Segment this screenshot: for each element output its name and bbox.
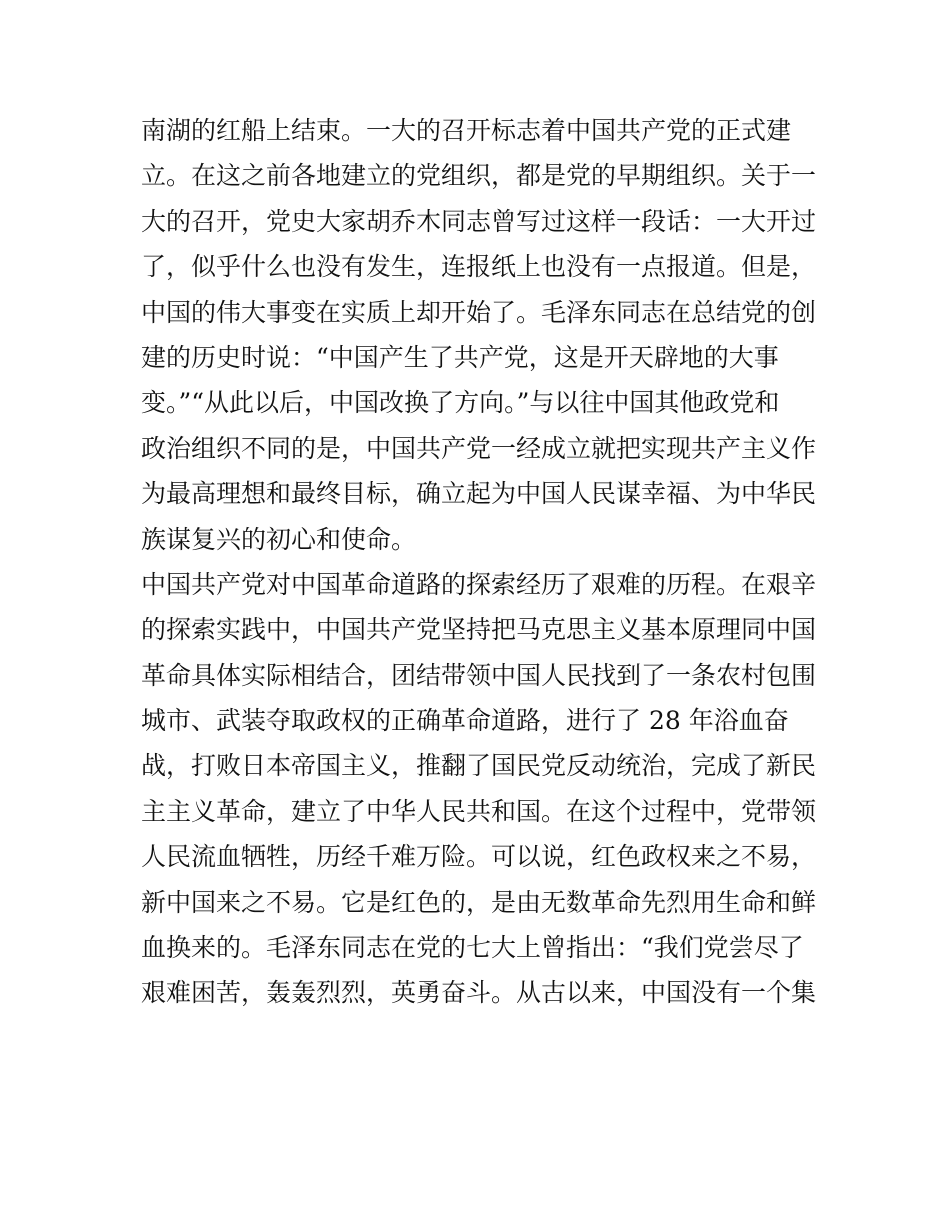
text-line: 主主义革命，建立了中华人民共和国。在这个过程中，党带领	[141, 796, 817, 826]
text-line: 建的历史时说：“中国产生了共产党，这是开天辟地的大事	[141, 342, 779, 372]
text-line: 了，似乎什么也没有发生，连报纸上也没有一点报道。但是，	[141, 252, 817, 282]
text-line: 中国共产党对中国革命道路的探索经历了艰难的历程。在艰辛	[141, 569, 817, 599]
text-line: 变。”“从此以后，中国改换了方向。”与以往中国其他政党和	[141, 388, 780, 418]
text-line: 战，打败日本帝国主义，推翻了国民党反动统治，完成了新民	[141, 751, 817, 781]
text-line: 血换来的。毛泽东同志在党的七大上曾指出：“我们党尝尽了	[141, 933, 804, 963]
text-line: 城市、武装夺取政权的正确革命道路，进行了 28 年浴血奋	[141, 706, 789, 736]
text-line: 立。在这之前各地建立的党组织，都是党的早期组织。关于一	[141, 161, 817, 191]
body-text	[141, 108, 821, 1016]
text-line: 大的召开，党史大家胡乔木同志曾写过这样一段话：一大开过	[141, 206, 817, 236]
text-line: 族谋复兴的初心和使命。	[141, 524, 417, 554]
text-line: 中国的伟大事变在实质上却开始了。毛泽东同志在总结党的创	[141, 297, 817, 327]
text-line: 的探索实践中，中国共产党坚持把马克思主义基本原理同中国	[141, 615, 817, 645]
text-line: 南湖的红船上结束。一大的召开标志着中国共产党的正式建	[141, 116, 792, 145]
text-line: 艰难困苦，轰轰烈烈，英勇奋斗。从古以来，中国没有一个集	[141, 978, 817, 1008]
text-line: 政治组织不同的是，中国共产党一经成立就把实现共产主义作	[141, 433, 817, 463]
text-line: 为最高理想和最终目标，确立起为中国人民谋幸福、为中华民	[141, 479, 817, 509]
text-line: 人民流血牺牲，历经千难万险。可以说，红色政权来之不易，	[141, 842, 817, 872]
text-line: 新中国来之不易。它是红色的，是由无数革命先烈用生命和鲜	[141, 887, 817, 917]
text-line: 革命具体实际相结合，团结带领中国人民找到了一条农村包围	[141, 660, 817, 690]
